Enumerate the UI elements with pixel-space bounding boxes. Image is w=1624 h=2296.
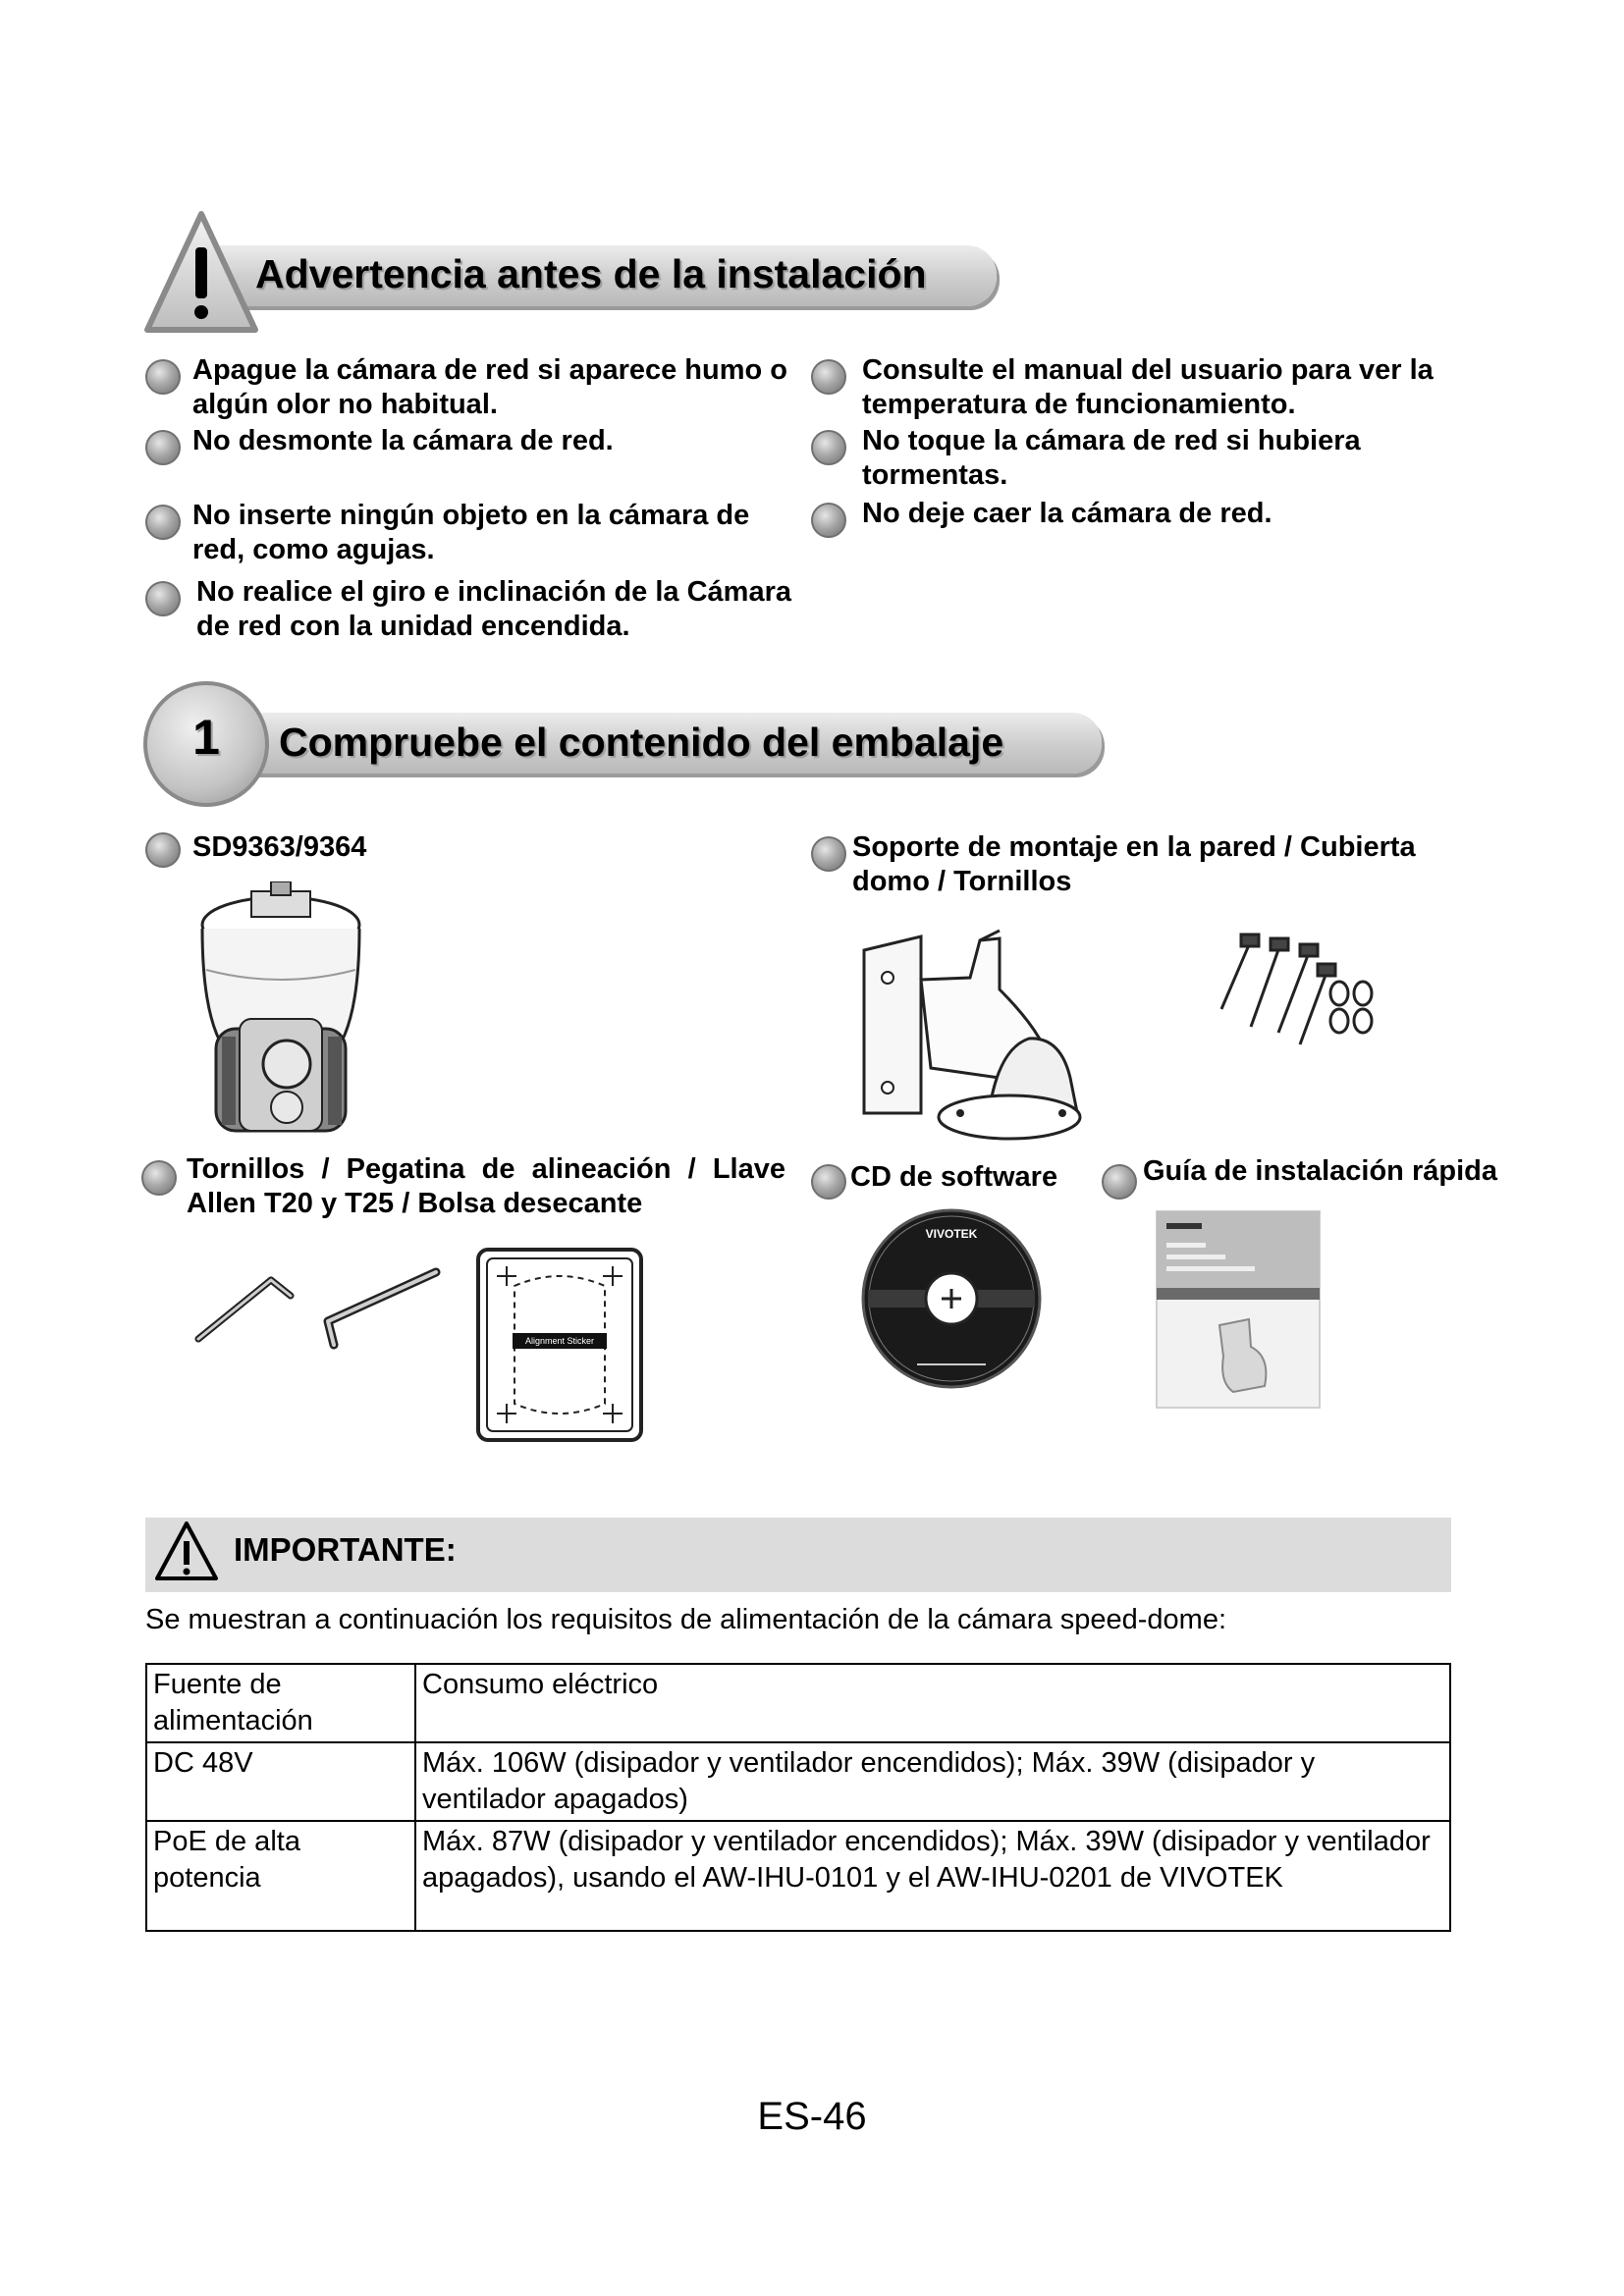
bullet-icon — [811, 503, 846, 538]
important-intro: Se muestran a continuación los requisitos de alimentación de la cámara speed-dome: — [145, 1604, 1227, 1635]
package-item-quick-guide: Guía de instalación rápida — [1143, 1155, 1497, 1187]
table-row — [146, 1742, 1450, 1821]
bullet-icon — [145, 832, 181, 868]
warning-item: No realice el giro e inclinación de la Cámara de red con la unidad encendida. — [196, 576, 792, 642]
power-requirements-table — [145, 1663, 1451, 1932]
table-cell: PoE de alta potencia — [146, 1821, 415, 1931]
warning-item: No deje caer la cámara de red. — [862, 498, 1272, 529]
package-item-accessories: Tornillos / Pegatina de alineación / Llave Allen T20 y T25 / Bolsa desecante — [187, 1153, 785, 1219]
package-item-cd: CD de software — [850, 1161, 1058, 1193]
package-item-camera: SD9363/9364 — [192, 831, 367, 863]
quick-guide-image — [1155, 1209, 1322, 1410]
bullet-icon — [811, 1164, 846, 1200]
important-title: IMPORTANTE: — [234, 1531, 457, 1568]
allen-key-t20-image — [192, 1266, 300, 1345]
table-row — [146, 1821, 1450, 1931]
warning-item: No inserte ningún objeto en la cámara de red, como agujas. — [192, 500, 750, 565]
step-number: 1 — [192, 710, 220, 765]
bullet-icon — [145, 430, 181, 465]
warning-item: Consulte el manual del usuario para ver la temperatura de funcionamiento. — [862, 354, 1434, 420]
table-header-row — [146, 1664, 1450, 1742]
table-header-cell: Consumo eléctrico — [415, 1664, 1450, 1742]
warning-item: No toque la cámara de red si hubiera tormentas. — [862, 425, 1361, 491]
screws-image — [1212, 931, 1388, 1048]
warning-triangle-icon — [141, 208, 261, 338]
alignment-sticker-label: Alignment Sticker — [524, 1336, 595, 1346]
wall-mount-image — [852, 921, 1086, 1152]
package-item-wall-mount: Soporte de montaje en la pared / Cubierta domo / Tornillos — [852, 831, 1416, 897]
bullet-icon — [811, 359, 846, 395]
camera-image — [192, 881, 369, 1139]
caution-triangle-icon — [153, 1520, 220, 1582]
bullet-icon — [1102, 1164, 1137, 1200]
allen-key-t25-image — [316, 1266, 444, 1355]
warning-item: No desmonte la cámara de red. — [192, 425, 614, 456]
warning-item: Apague la cámara de red si aparece humo o algún olor no habitual. — [192, 354, 788, 420]
bullet-icon — [811, 836, 846, 872]
bullet-icon — [141, 1160, 177, 1196]
bullet-icon — [145, 359, 181, 395]
table-cell: Máx. 106W (disipador y ventilador encendidos); Máx. 39W (disipador y ventilador apagados) — [415, 1742, 1450, 1821]
warning-title: Advertencia antes de la instalación — [255, 251, 927, 296]
table-header-cell: Fuente de alimentación — [146, 1664, 415, 1742]
cd-brand-label: VIVOTEK — [925, 1227, 978, 1241]
table-cell: Máx. 87W (disipador y ventilador encendidos); Máx. 39W (disipador y ventilador apagados), usando el AW-IHU-0101 y el AW-IHU-0201 de VIVOTEK — [415, 1821, 1450, 1931]
page-number: ES-46 — [757, 2095, 867, 2138]
bullet-icon — [145, 505, 181, 540]
bullet-icon — [811, 430, 846, 465]
package-title: Compruebe el contenido del embalaje — [279, 720, 1004, 765]
table-cell: DC 48V — [146, 1742, 415, 1821]
bullet-icon — [145, 581, 181, 616]
